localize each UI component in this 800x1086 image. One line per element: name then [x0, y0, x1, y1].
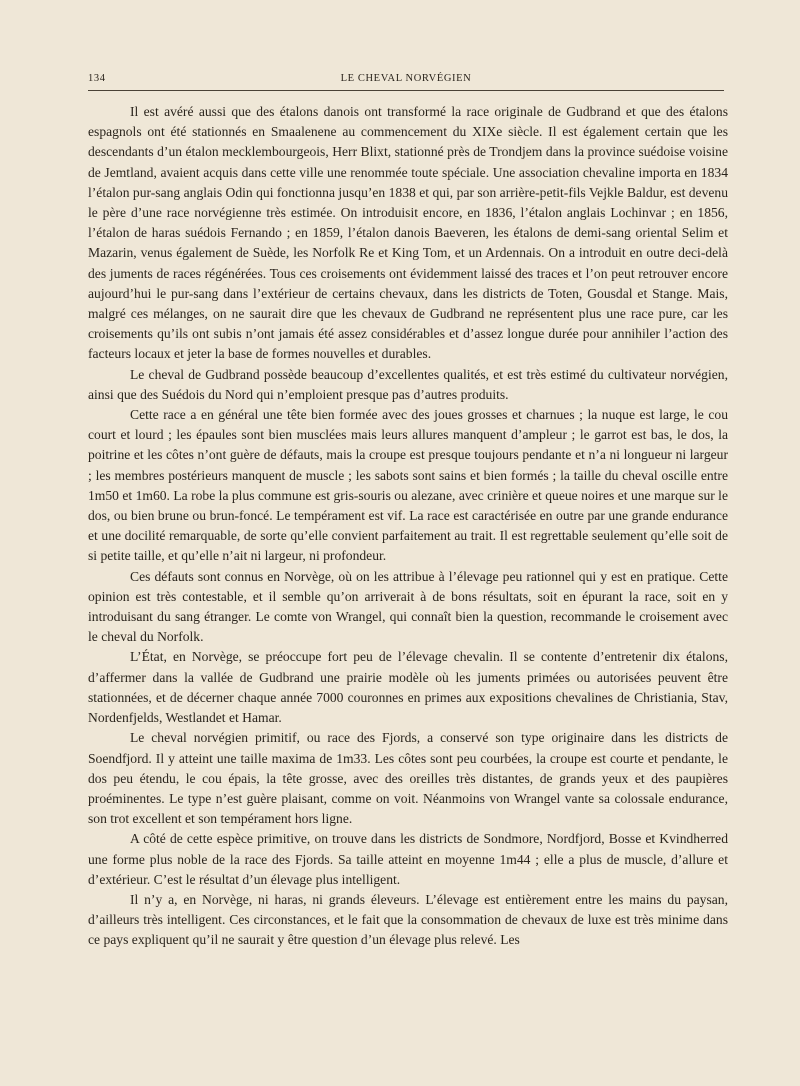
paragraph: Il est avéré aussi que des étalons danois ont transformé la race originale de Gudbrand et que des étalons espagnols ont été stationnés en Smaalenene au commencement du XIXe siècle. Il est également certain que les descendants d’un étalon mecklembourgeois, Herr Blixt, stationné près de Trondjem dans la province suédoise voisine de Jemtland, avaient acquis dans cette ville une renommée toute spéciale. Une association chevaline importa en 1834 l’étalon pur-sang anglais Odin qui fonctionna jusqu’en 1838 et qui, par son arrière-petit-fils Vejkle Baldur, est devenu le père d’une race norvégienne très estimée. On introduisit encore, en 1836, l’étalon anglais Lochinvar ; en 1856, l’étalon de haras suédois Fernando ; en 1859, l’étalon danois Baeveren, les étalons de demi-sang oriental Selim et Mazarin, venus également de Suède, les Norfolk Re et King Tom, et un Ardennais. On a introduit en outre deci-delà des juments de races régénérées. Tous ces croisements ont évidemment laissé des traces et l’on peut retrouver encore aujourd’hui le pur-sang dans l’extérieur de certains chevaux, dans les districts de Toten, Gousdal et Stange. Mais, malgré ces mélanges, on ne saurait dire que les chevaux de Gudbrand ne représentent plus une race pure, car les croisements qu’ils ont subis n’ont jamais été assez considérables et d’assez longue durée pour annihiler l’action des facteurs locaux et jeter la base de formes nouvelles et durables.	[88, 104, 728, 362]
paragraph: Ces défauts sont connus en Norvège, où on les attribue à l’élevage peu rationnel qui y est en pratique. Cette opinion est très contestable, et il semble qu’on arriverait à de bons résultats, soit en épurant la race, soit en y introduisant du sang étranger. Le comte von Wrangel, qui connaît bien la question, recommande le croisement avec le cheval du Norfolk.	[88, 568, 728, 645]
paragraph: Le cheval norvégien primitif, ou race des Fjords, a conservé son type originaire dans les districts de Soendfjord. Il y atteint une taille maxima de 1m33. Les côtes sont peu courbées, la croupe est courte et pendante, le dos peu étendu, le cou épais, la tête grosse, avec des oreilles très distantes, de grands yeux et des paupières proéminentes. Le type n’est guère plaisant, comme on voit. Néanmoins von Wrangel vante sa colossale endurance, son trot excellent et son tempérament hors ligne.	[88, 730, 728, 827]
running-title: LE CHEVAL NORVÉGIEN	[340, 73, 472, 84]
page-number: 134	[88, 73, 106, 84]
paragraph: Le cheval de Gudbrand possède beaucoup d’excellentes qualités, et est très estimé du cultivateur norvégien, ainsi que des Suédois du Nord qui n’emploient presque pas d’autres produits.	[88, 366, 728, 402]
paragraph: L’État, en Norvège, se préoccupe fort peu de l’élevage chevalin. Il se contente d’entretenir dix étalons, d’affermer dans la vallée de Gudbrand une prairie modèle où les juments primées ou autorisées peuvent être stationnées, et de décerner chaque année 7000 couronnes en primes aux expositions chevalines de Christiania, Stav, Nordenfjelds, Westlandet et Hamar.	[88, 649, 728, 726]
paragraph: Cette race a en général une tête bien formée avec des joues grosses et charnues ; la nuque est large, le cou court et lourd ; les épaules sont bien musclées mais leurs allures manquent d’ampleur ; le garrot est bas, le dos, la poitrine et les côtes n’ont guère de défauts, mais la croupe est presque toujours pendante et n’a ni longueur ni largeur ; les membres postérieurs manquent de muscle ; les sabots sont sains et bien formés ; la taille du cheval oscille entre 1m50 et 1m60. La robe la plus commune est gris-souris ou alezane, avec crinière et queue noires et une marque sur le dos, ou bien brune ou brun-foncé. Le tempérament est vif. La race est caractérisée en outre par une grande endurance et une docilité remarquable, de sorte qu’elle convient parfaitement au trait. Il est regrettable seulement qu’elle soit de si petite taille, et qu’elle n’ait ni largeur, ni profondeur.	[88, 407, 728, 564]
paragraph: A côté de cette espèce primitive, on trouve dans les districts de Sondmore, Nordfjord, Bosse et Kvindherred une forme plus noble de la race des Fjords. Sa taille atteint en moyenne 1m44 ; elle a plus de muscle, d’allure et d’extérieur. C’est le résultat d’un élevage plus intelligent.	[88, 831, 728, 887]
running-header	[88, 71, 724, 89]
body-text	[88, 102, 728, 951]
paragraph: Il n’y a, en Norvège, ni haras, ni grands éleveurs. L’élevage est entièrement entre les mains du paysan, d’ailleurs très intelligent. Ces circonstances, et le fait que la consommation de chevaux de luxe est très minime dans ce pays expliquent qu’il ne saurait y être question d’un élevage plus relevé. Les	[88, 891, 728, 948]
header-rule	[88, 90, 724, 91]
